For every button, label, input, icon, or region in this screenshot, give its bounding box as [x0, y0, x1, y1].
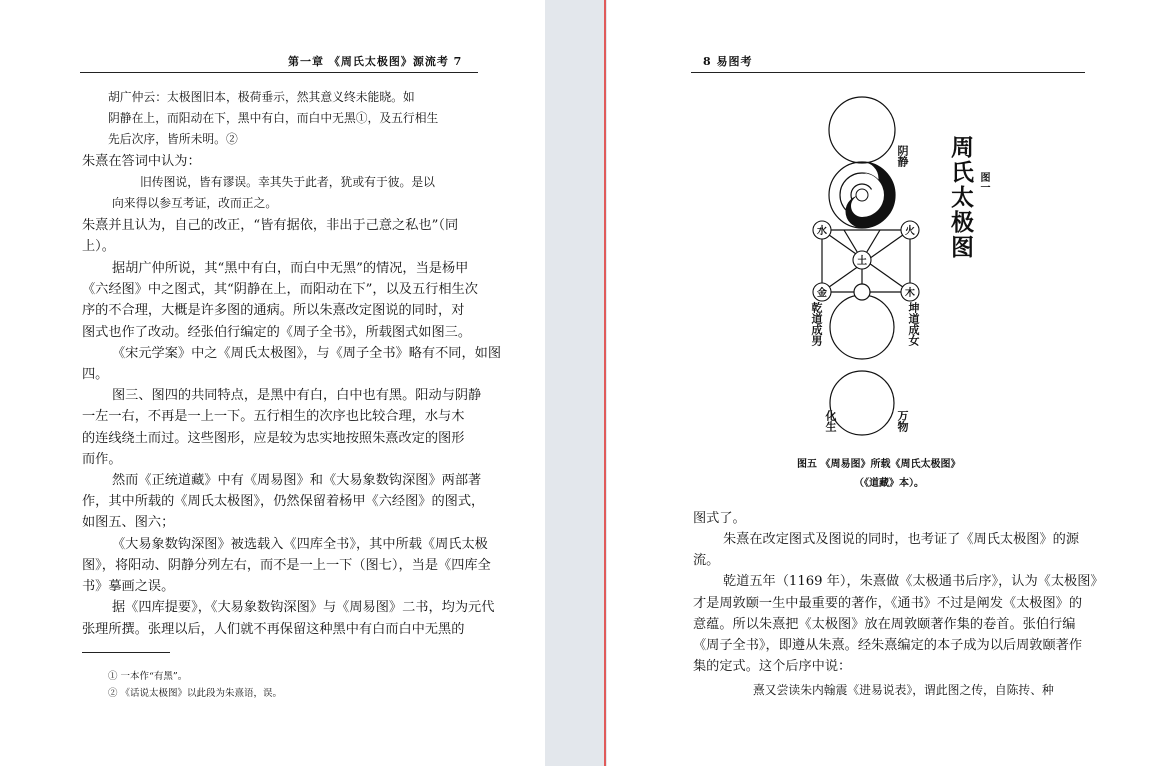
text-line: 阴静在上，而阳动在下，黑中有白，而白中无黑①，及五行相生 [108, 111, 439, 125]
text-line: 作，其中所载的《周氏太极图》，仍然保留着杨甲《六经图》的图式， [82, 494, 485, 509]
footnote: ① 一本作“有黑”。 [108, 671, 188, 682]
label-wanwu: 万物 [896, 410, 909, 432]
text-line: 上）。 [82, 239, 115, 254]
text-line: 先后次序，皆所未明。② [108, 132, 238, 146]
text-line: 据胡广仲所说，其“黑中有白，而白中无黑”的情况，当是杨甲 [112, 261, 469, 276]
figure-subtitle: 图一 [978, 172, 989, 192]
text-line: 据《四库提要》，《大易象数钩深图》与《周易图》二书，均为元代 [112, 600, 495, 615]
text-line: 然而《正统道藏》中有《周易图》和《大易象数钩深图》两部著 [112, 473, 482, 488]
fire-label: 火 [905, 226, 915, 237]
label-yinjing: 阴静 [896, 145, 909, 167]
qiandao-circle [830, 295, 894, 359]
text-line: 熹又尝读朱内翰震《进易说表》，谓此图之传，自陈抟、种 [753, 683, 1054, 697]
text-line: 《宋元学案》中之《周氏太极图》，与《周子全书》略有不同，如图 [112, 346, 502, 361]
text-line: 朱熹并且认为，自己的改正，“皆有据依，非出于己意之私也”（同 [82, 218, 459, 233]
footnote-rule [82, 652, 170, 653]
text-line: 胡广仲云：太极图旧本，极荷垂示，然其意义终未能晓。如 [108, 90, 415, 104]
text-line: 朱熹在改定图式及图说的同时，也考证了《周氏太极图》的源 [723, 532, 1080, 547]
text-line: 向来得以参互考证，改而正之。 [112, 196, 278, 210]
text-line: 意蕴。所以朱熹把《太极图》放在周敦颐著作集的卷首。张伯行编 [693, 617, 1076, 632]
left-page [0, 0, 545, 766]
text-line: 张理所撰。张理以后，人们就不再保留这种黑中有白而白中无黑的 [82, 622, 465, 637]
text-line: 《周子全书》，即遵从朱熹。经朱熹编定的本子成为以后周敦颐著作 [693, 638, 1083, 653]
text-line: 四。 [82, 367, 109, 382]
left-running-header: 第一章 《周氏太极图》源流考 7 [288, 55, 463, 68]
metal-label: 金 [817, 288, 827, 299]
text-line: 书》摹画之误。 [82, 579, 175, 594]
text-line: 旧传图说，皆有谬误。幸其失于此者，犹或有于彼。是以 [140, 175, 435, 189]
wood-label: 木 [905, 288, 915, 299]
text-line: 集的定式。这个后序中说： [693, 659, 852, 674]
text-line: 《大易象数钩深图》被选载入《四库全书》，其中所载《周氏太极 [112, 537, 488, 552]
text-line: 如图五、图六； [82, 515, 175, 530]
label-huasheng: 化生 [824, 410, 837, 432]
label-qiandao: 乾道成男 [810, 302, 823, 346]
text-line: 才是周敦颐一生中最重要的著作，《通书》不过是阐发《太极图》的 [693, 596, 1083, 611]
figure-caption-source: （《道藏》本）。 [854, 478, 924, 489]
right-page [607, 0, 1149, 766]
text-line: 图三、图四的共同特点，是黑中有白，白中也有黑。阳动与阴静 [112, 388, 482, 403]
text-line: 序的不合理，大概是许多图的通病。所以朱熹改定图说的同时，对 [82, 303, 465, 318]
text-line: 流。 [693, 553, 720, 568]
text-line: 朱熹在答词中认为： [82, 154, 201, 169]
right-running-header: 8 易图考 [703, 55, 753, 68]
text-line: 图式也作了改动。经张伯行编定的《周子全书》，所载图式如图三。 [82, 325, 472, 340]
wuji-circle [829, 97, 895, 163]
wanwu-circle [830, 371, 894, 435]
figure-title: 周氏太极图 [947, 135, 974, 260]
water-label: 水 [817, 226, 827, 237]
text-line: 图式了。 [693, 511, 746, 526]
earth-label: 土 [857, 256, 867, 267]
text-line: 乾道五年（1169 年），朱熹做《太极通书后序》，认为《太极图》 [723, 574, 1104, 589]
text-line: 《六经图》中之图式，其“阴静在上，而阳动在下”，以及五行相生次 [82, 282, 478, 297]
text-line: 的连线绕土而过。这些图形，应是较为忠实地按照朱熹改定的图形 [82, 431, 465, 446]
label-kundao: 坤道成女 [907, 302, 920, 346]
footnote: ② 《话说太极图》以此段为朱熹语，误。 [108, 688, 283, 699]
viewer-gutter [545, 0, 607, 766]
text-line: 图》，将阳动、阴静分列左右，而不是一上一下（图七），当是《四库全 [82, 558, 491, 573]
page-divider [604, 0, 606, 766]
figure-caption: 图五 《周易图》所载《周氏太极图》 [797, 459, 961, 470]
text-line: 而作。 [82, 452, 122, 467]
header-rule [80, 72, 478, 73]
text-line: 一左一右，不再是一上一下。五行相生的次序也比较合理，水与木 [82, 409, 465, 424]
header-rule [691, 72, 1085, 73]
